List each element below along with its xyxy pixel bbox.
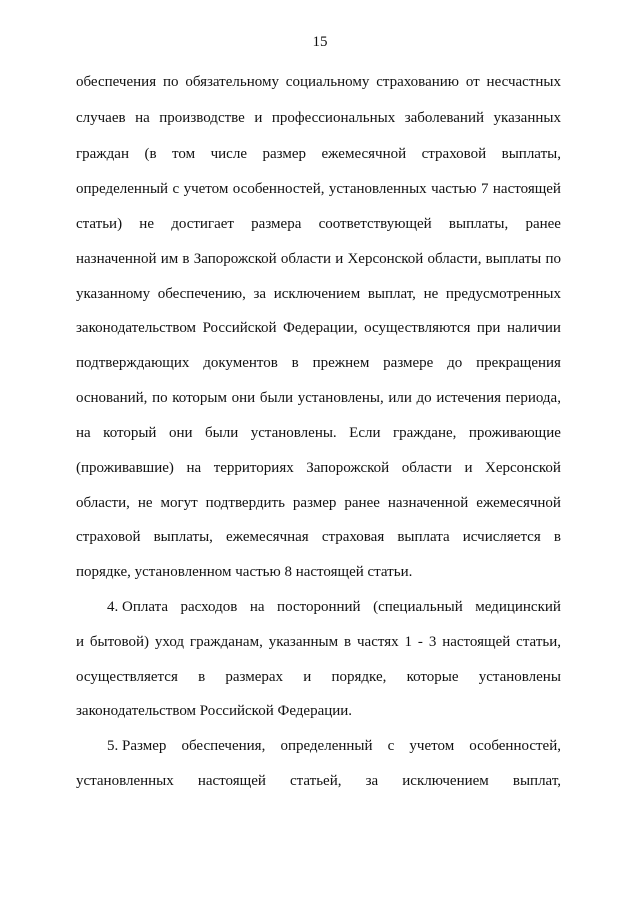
word: осуществляется <box>76 669 178 685</box>
word: определенный <box>76 181 169 197</box>
word: на <box>186 460 202 476</box>
word: числе <box>210 146 247 162</box>
word: в <box>344 634 352 650</box>
word: указанному <box>76 286 151 302</box>
word: они <box>231 390 256 406</box>
text-line <box>76 458 561 478</box>
word: обеспечения, <box>181 738 266 754</box>
word: Запорожской <box>306 460 390 476</box>
word: исключением <box>402 773 489 789</box>
word: оснований, <box>76 390 148 406</box>
word: установленных <box>76 773 174 789</box>
text-line <box>107 597 561 617</box>
word: и <box>303 669 312 685</box>
word: 5. Размер <box>107 738 167 754</box>
word: ежемесячная <box>226 529 309 545</box>
word: размере <box>383 355 434 371</box>
word: по <box>545 251 561 267</box>
word: от <box>465 74 480 90</box>
text-line <box>76 423 561 443</box>
word: размера <box>251 216 302 232</box>
word: особенностей, <box>469 738 561 754</box>
word: размер <box>262 146 306 162</box>
word: области <box>401 460 452 476</box>
word: обязательному <box>185 74 279 90</box>
word: в <box>182 251 190 267</box>
word: в <box>291 355 299 371</box>
word: до <box>447 355 463 371</box>
word: прежнем <box>312 355 370 371</box>
word: предусмотренных <box>445 286 561 302</box>
word: выплаты, <box>448 216 509 232</box>
word: достигает <box>171 216 234 232</box>
word: который <box>103 425 157 441</box>
word: им <box>160 251 179 267</box>
word: на <box>249 599 265 615</box>
word: до <box>416 390 432 406</box>
word: установленных <box>328 181 427 197</box>
word: медицинский <box>475 599 561 615</box>
word: исключением <box>273 286 361 302</box>
word: в <box>553 529 561 545</box>
word: (в <box>144 146 157 162</box>
word: граждане, <box>393 425 457 441</box>
word: по <box>152 390 168 406</box>
word: обеспечению, <box>157 286 246 302</box>
word: страхованию <box>376 74 459 90</box>
word: подтверждающих <box>76 355 190 371</box>
text-line <box>76 493 561 513</box>
word: настоящей <box>442 634 511 650</box>
word: порядке, <box>331 669 387 685</box>
word: установлены, <box>297 390 384 406</box>
word: прекращения <box>476 355 561 371</box>
word: соответствующей <box>318 216 432 232</box>
text-line <box>76 701 561 721</box>
word: учетом <box>183 181 229 197</box>
word: Если <box>349 425 381 441</box>
word: - <box>417 634 423 650</box>
word: 1 <box>404 634 413 650</box>
word: наличии <box>507 320 561 336</box>
word: с <box>172 181 180 197</box>
word: и <box>335 251 344 267</box>
word: бытовой) <box>89 634 149 650</box>
text-line <box>107 736 561 756</box>
word: размер <box>292 495 337 511</box>
word: на <box>76 425 91 441</box>
word: статьей, <box>290 773 342 789</box>
word: назначенной <box>387 495 469 511</box>
word: территориях <box>213 460 294 476</box>
word: и <box>76 634 85 650</box>
word: ежемесячной <box>476 495 561 511</box>
text-line <box>76 527 561 547</box>
text-line <box>76 667 561 687</box>
text-line <box>76 108 561 128</box>
text-line <box>76 562 561 582</box>
word: 7 <box>480 181 489 197</box>
word: и <box>254 110 263 126</box>
word: несчастных <box>486 74 561 90</box>
word: указанных <box>493 110 561 126</box>
word: случаев <box>76 110 126 126</box>
word: статьи, <box>516 634 561 650</box>
word: за <box>253 286 267 302</box>
word: области, <box>427 251 482 267</box>
word: страховая <box>321 529 385 545</box>
word: (проживавшие) <box>76 460 174 476</box>
word: исчисляется <box>462 529 541 545</box>
word: уход <box>154 634 185 650</box>
word: которые <box>406 669 459 685</box>
text-line <box>76 388 561 408</box>
word: расходов <box>180 599 238 615</box>
word: социальному <box>285 74 370 90</box>
word: которым <box>172 390 228 406</box>
paragraph-end-text: порядке, установленном частью 8 настоящей статьи. <box>76 564 413 580</box>
word: были <box>205 425 239 441</box>
word: ранее <box>344 495 380 511</box>
word: при <box>476 320 501 336</box>
word: с <box>387 738 395 754</box>
word: не <box>137 495 153 511</box>
text-line <box>76 72 561 92</box>
word: осуществляются <box>364 320 471 336</box>
word: обеспечения <box>76 74 157 90</box>
word: указанным <box>268 634 339 650</box>
word: граждан <box>76 146 129 162</box>
word: производстве <box>159 110 245 126</box>
word: проживающие <box>468 425 561 441</box>
word: ранее <box>525 216 561 232</box>
word: профессиональных <box>271 110 396 126</box>
word: настоящей <box>197 773 266 789</box>
word: области, <box>76 495 130 511</box>
word: за <box>365 773 379 789</box>
word: по <box>162 74 179 90</box>
word: (специальный <box>373 599 463 615</box>
text-line <box>76 144 561 164</box>
word: ежемесячной <box>321 146 407 162</box>
word: статьи) <box>76 216 123 232</box>
word: Российской <box>202 320 277 336</box>
word: области <box>280 251 332 267</box>
word: в <box>198 669 206 685</box>
word: могут <box>160 495 198 511</box>
page-number: 15 <box>312 34 328 50</box>
word: определенный <box>280 738 373 754</box>
word: выплат, <box>367 286 416 302</box>
word: назначенной <box>76 251 157 267</box>
word: и <box>464 460 473 476</box>
word: размерах <box>225 669 284 685</box>
paragraph-end-text: законодательством Российской Федерации. <box>76 703 353 719</box>
word: Федерации, <box>283 320 358 336</box>
word: выплаты, <box>501 146 561 162</box>
word: учетом <box>409 738 455 754</box>
text-line <box>76 318 561 338</box>
word: периода, <box>505 390 561 406</box>
word: выплат, <box>512 773 561 789</box>
word: установлены. <box>250 425 337 441</box>
word: Херсонской <box>485 460 561 476</box>
word: страховой <box>76 529 141 545</box>
word: 3 <box>428 634 437 650</box>
text-line <box>76 214 561 234</box>
text-line <box>76 632 561 652</box>
word: том <box>172 146 196 162</box>
word: выплаты, <box>153 529 213 545</box>
word: подтвердить <box>205 495 285 511</box>
word: выплаты <box>485 251 542 267</box>
word: особенностей, <box>232 181 325 197</box>
word: настоящей <box>492 181 561 197</box>
word: законодательством <box>76 320 197 336</box>
word: или <box>388 390 412 406</box>
word: документов <box>203 355 278 371</box>
word: они <box>168 425 193 441</box>
word: Херсонской <box>347 251 424 267</box>
word: на <box>135 110 150 126</box>
word: страховой <box>421 146 487 162</box>
word: заболеваний <box>404 110 485 126</box>
word: выплата <box>397 529 450 545</box>
word: гражданам, <box>189 634 263 650</box>
text-line <box>76 771 561 791</box>
word: не <box>139 216 154 232</box>
word: не <box>423 286 439 302</box>
word: Запорожской <box>193 251 277 267</box>
word: истечения <box>436 390 501 406</box>
word: были <box>259 390 294 406</box>
text-line <box>76 353 561 373</box>
text-line <box>76 249 561 269</box>
word: установлены <box>478 669 561 685</box>
text-line <box>76 284 561 304</box>
word: частях <box>357 634 399 650</box>
text-line <box>76 179 561 199</box>
word: посторонний <box>277 599 361 615</box>
word: 4. Оплата <box>107 599 169 615</box>
word: частью <box>431 181 477 197</box>
